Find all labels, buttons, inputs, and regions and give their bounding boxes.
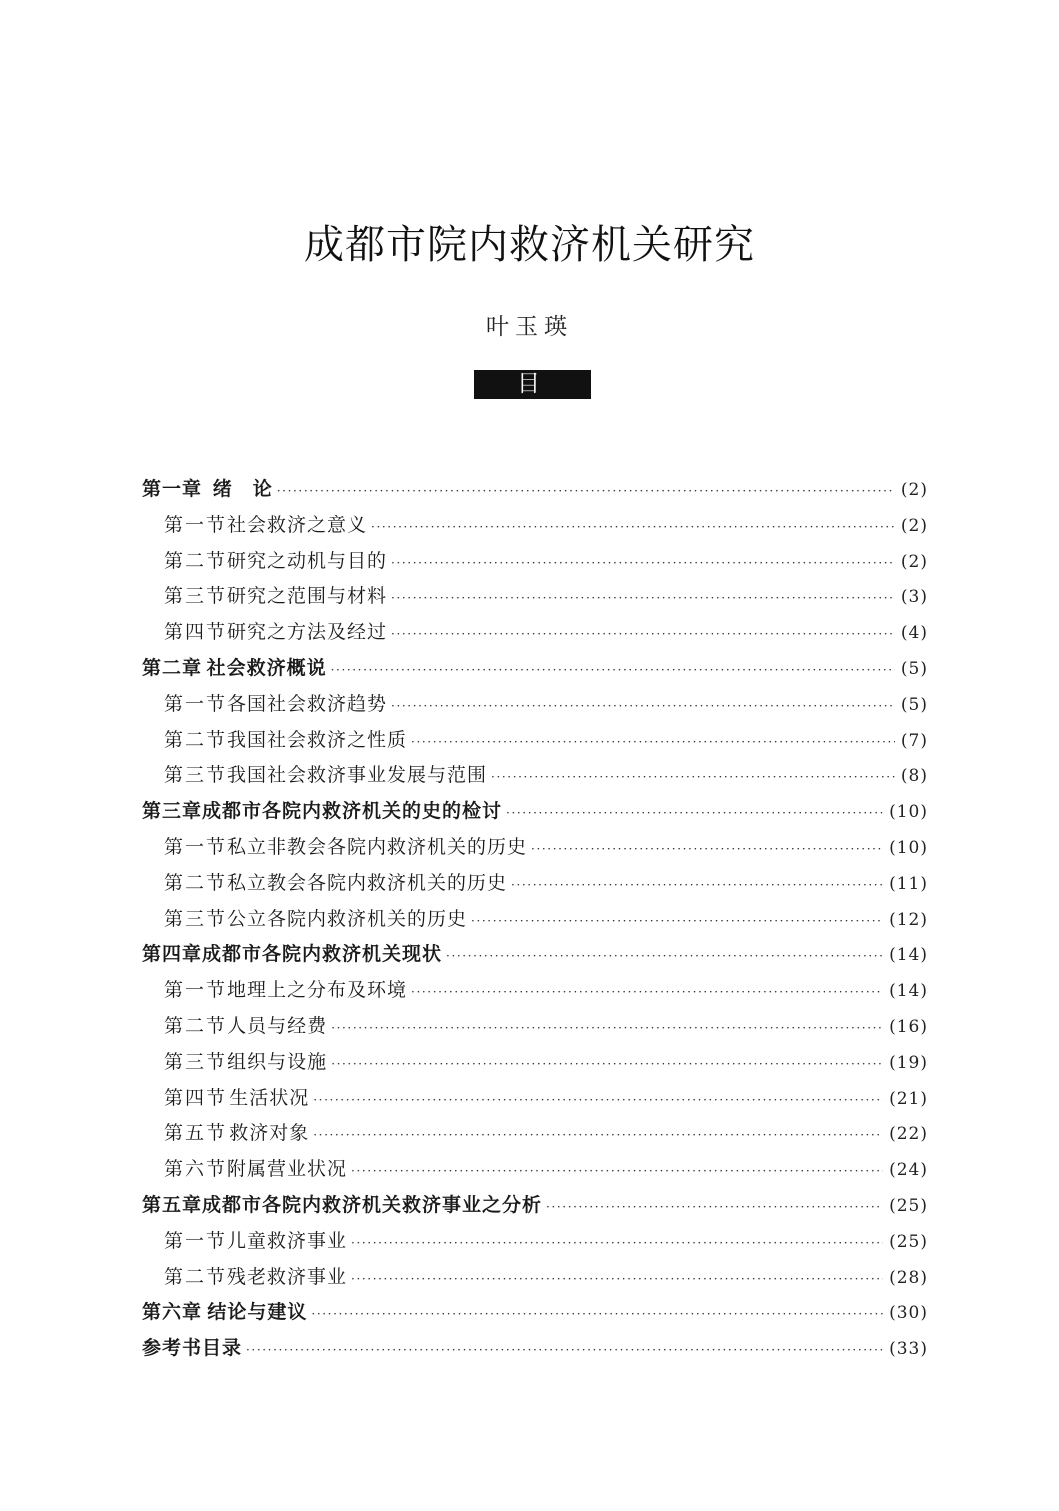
toc-section-entry <box>142 546 928 582</box>
toc-section-entry <box>142 725 928 761</box>
toc-section-entry <box>142 1262 928 1298</box>
toc-entry-label: 我国社会救济事业发展与范围 <box>227 764 488 787</box>
toc-leader-dots <box>471 914 883 928</box>
toc-section-entry <box>142 1154 928 1190</box>
toc-entry-number: 第二节 <box>164 549 228 572</box>
toc-page-number: (11) <box>889 873 928 894</box>
toc-leader-dots <box>311 1307 883 1321</box>
toc-entry-label: 儿童救济事业 <box>227 1229 348 1252</box>
toc-chapter-entry <box>142 939 928 975</box>
toc-page-number: (12) <box>889 909 928 930</box>
toc-chapter-entry <box>142 796 928 832</box>
toc-section-entry <box>142 510 928 546</box>
toc-entry-label: 研究之动机与目的 <box>227 549 388 572</box>
toc-entry-number: 第二节 <box>164 728 228 751</box>
toc-entry-number: 第三节 <box>164 585 228 608</box>
toc-entry-number: 第一节 <box>164 513 228 536</box>
toc-leader-dots <box>391 627 895 641</box>
toc-section-entry <box>142 904 928 940</box>
toc-page-number: (2) <box>900 515 928 536</box>
toc-entry-label: 社会救济之意义 <box>227 513 368 536</box>
toc-heading: 目录 <box>474 370 591 399</box>
toc-entry-label: 各国社会救济趋势 <box>227 692 388 715</box>
toc-page-number: (16) <box>889 1016 928 1037</box>
toc-entry-label: 社会救济概说 <box>206 656 327 679</box>
toc-entry-label: 绪 论 <box>212 478 273 500</box>
toc-entry-number: 第一节 <box>164 1229 228 1252</box>
toc-entry-label: 救济对象 <box>229 1122 310 1145</box>
toc-leader-dots <box>506 806 883 820</box>
toc-entry-label: 组织与设施 <box>227 1050 328 1073</box>
toc-entry-number: 第一节 <box>164 835 228 858</box>
toc-entry-number: 第三章 <box>142 800 203 823</box>
toc-leader-dots <box>531 842 883 856</box>
author-name: 叶玉瑛 <box>486 314 573 340</box>
toc-entry-number: 第五节 <box>164 1122 228 1145</box>
toc-leader-dots <box>331 1057 883 1071</box>
toc-leader-dots <box>411 985 883 999</box>
toc-entry-label: 人员与经费 <box>227 1014 328 1037</box>
toc-leader-dots <box>391 556 895 570</box>
toc-section-entry <box>142 975 928 1011</box>
toc-entry-number: 第三节 <box>164 907 228 930</box>
toc-page-number: (2) <box>900 480 928 500</box>
toc-entry-number: 第二章 <box>142 656 203 679</box>
toc-entry-number: 第二节 <box>164 871 228 894</box>
toc-entry-number: 第一节 <box>164 692 228 715</box>
toc-page-number: (22) <box>889 1124 928 1145</box>
toc-section-entry <box>142 760 928 796</box>
toc-entry-number: 第四节 <box>164 1086 228 1109</box>
toc-page-number: (33) <box>889 1339 928 1360</box>
toc-section-entry <box>142 1226 928 1262</box>
toc-section-entry <box>142 617 928 653</box>
toc-chapter-entry <box>142 474 928 510</box>
toc-chapter-entry <box>142 1297 928 1333</box>
toc-entry-label: 成都市各院内救济机关救济事业之分析 <box>202 1193 543 1216</box>
toc-entry-label: 成都市各院内救济机关现状 <box>202 943 443 966</box>
toc-entry-label: 公立各院内救济机关的历史 <box>227 907 468 930</box>
toc-leader-dots <box>511 878 883 892</box>
toc-entry-number: 第一节 <box>164 979 228 1002</box>
toc-leader-dots <box>546 1200 883 1214</box>
toc-section-entry <box>142 832 928 868</box>
toc-entry-label: 研究之方法及经过 <box>227 621 388 644</box>
toc-leader-dots <box>351 1272 883 1286</box>
toc-entry-number: 第二节 <box>164 1265 228 1288</box>
toc-page-number: (5) <box>900 658 928 679</box>
toc-leader-dots <box>391 699 895 713</box>
toc-page-number: (7) <box>900 730 928 751</box>
toc-section-entry <box>142 1118 928 1154</box>
toc-entry-label: 成都市各院内救济机关的史的检讨 <box>202 800 503 823</box>
toc-leader-dots <box>391 591 895 605</box>
toc-page-number: (10) <box>889 802 928 823</box>
toc-entry-number: 第五章 <box>142 1193 203 1216</box>
toc-chapter-entry <box>142 1190 928 1226</box>
toc-page-number: (14) <box>889 945 928 966</box>
toc-leader-dots <box>411 735 895 749</box>
toc-entry-number: 第六章 <box>142 1301 203 1324</box>
toc-page-number: (14) <box>889 981 928 1002</box>
toc-entry-label: 私立教会各院内救济机关的历史 <box>227 871 508 894</box>
toc-page-number: (5) <box>900 694 928 715</box>
toc-section-entry <box>142 689 928 725</box>
toc-entry-label: 附属营业状况 <box>227 1158 348 1181</box>
toc-chapter-entry <box>142 1333 928 1369</box>
toc-leader-dots <box>277 484 895 498</box>
toc-leader-dots <box>351 1236 883 1250</box>
toc-leader-dots <box>446 949 883 963</box>
toc-entry-number: 第三节 <box>164 764 228 787</box>
toc-entry-label: 私立非教会各院内救济机关的历史 <box>227 835 528 858</box>
toc-entry-number: 第三节 <box>164 1050 228 1073</box>
toc-page-number: (25) <box>889 1231 928 1252</box>
toc-entry-label: 生活状况 <box>229 1086 310 1109</box>
toc-section-entry <box>142 868 928 904</box>
toc-entry-label: 地理上之分布及环境 <box>227 979 408 1002</box>
toc-page-number: (24) <box>889 1160 928 1181</box>
toc-page-number: (28) <box>889 1267 928 1288</box>
toc-entry-label: 参考书目录 <box>142 1337 243 1360</box>
toc-entry-number: 第一章 <box>142 478 203 500</box>
toc-page-number: (19) <box>889 1052 928 1073</box>
page-title: 成都市院内救济机关研究 <box>304 222 755 268</box>
toc-leader-dots <box>371 520 895 534</box>
toc-page-number: (21) <box>889 1088 928 1109</box>
toc-leader-dots <box>313 1128 883 1142</box>
toc-leader-dots <box>246 1343 883 1357</box>
toc-section-entry <box>142 1047 928 1083</box>
toc-leader-dots <box>491 770 895 784</box>
toc-entry-number: 第二节 <box>164 1014 228 1037</box>
table-of-contents <box>142 474 928 1369</box>
toc-page-number: (3) <box>900 587 928 608</box>
toc-leader-dots <box>313 1093 883 1107</box>
toc-page-number: (25) <box>889 1195 928 1216</box>
toc-page-number: (10) <box>889 837 928 858</box>
toc-leader-dots <box>351 1164 883 1178</box>
toc-page-number: (4) <box>900 623 928 644</box>
toc-chapter-entry <box>142 653 928 689</box>
toc-entry-label: 残老救济事业 <box>227 1265 348 1288</box>
toc-page-number: (8) <box>900 766 928 787</box>
toc-entry-label: 我国社会救济之性质 <box>227 728 408 751</box>
toc-section-entry <box>142 1011 928 1047</box>
toc-section-entry <box>142 1083 928 1119</box>
toc-page-number: (30) <box>889 1303 928 1324</box>
toc-entry-number: 第四章 <box>142 943 203 966</box>
toc-section-entry <box>142 581 928 617</box>
toc-leader-dots <box>331 663 895 677</box>
toc-entry-label: 研究之范围与材料 <box>227 585 388 608</box>
toc-entry-number: 第四节 <box>164 621 228 644</box>
toc-entry-number: 第六节 <box>164 1158 228 1181</box>
toc-leader-dots <box>331 1021 883 1035</box>
toc-entry-label: 结论与建议 <box>207 1301 308 1324</box>
toc-page-number: (2) <box>900 551 928 572</box>
